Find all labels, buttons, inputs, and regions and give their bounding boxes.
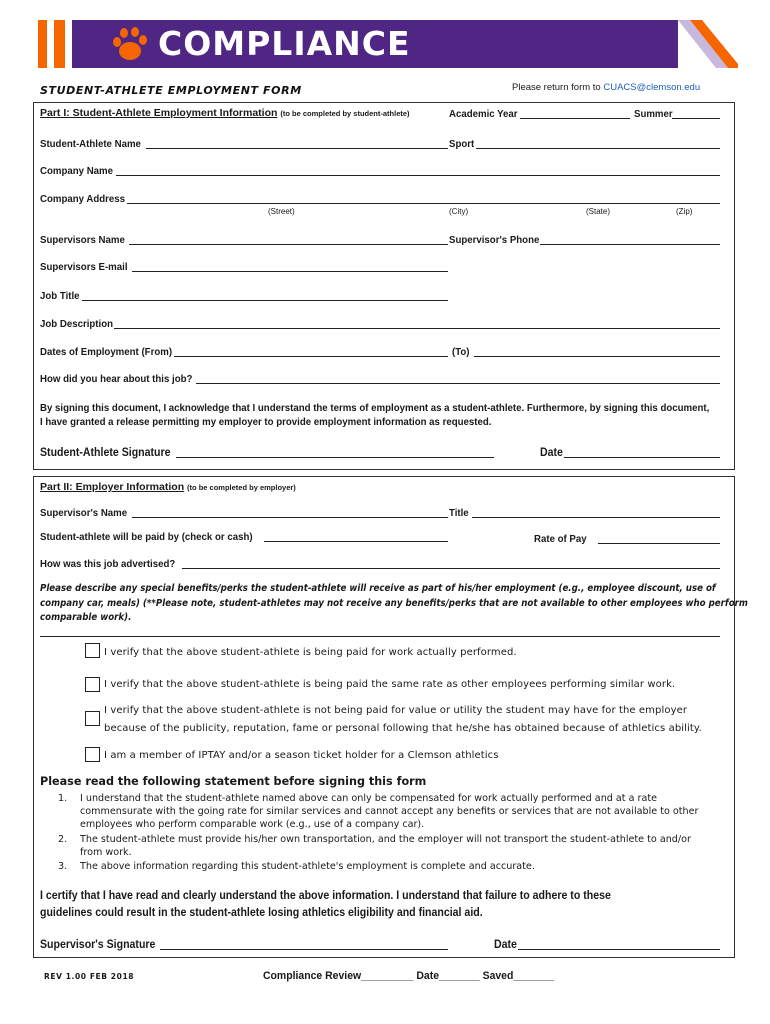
iptay-member-checkbox[interactable]	[85, 747, 100, 762]
statement-1-line-1: I understand that the student-athlete named above can only be compensated for work actually performed and at a rate	[80, 793, 658, 804]
verify-same-rate-text: I verify that the above student-athlete is being paid the same rate as other employees performing similar work.	[104, 679, 676, 690]
sport-field[interactable]	[476, 148, 720, 149]
part1-section	[33, 102, 735, 470]
verify-same-rate-checkbox[interactable]	[85, 677, 100, 692]
student-date-label: Date	[540, 447, 563, 459]
verify-work-performed-text: I verify that the above student-athlete is being paid for work actually performed.	[104, 647, 517, 658]
how-advertised-label: How was this job advertised?	[40, 558, 176, 570]
statement-1-line-3: employees who perform comparable work (e.g., use of a company car).	[80, 819, 425, 830]
header-title: COMPLIANCE	[158, 24, 411, 63]
part1-heading-note: (to be completed by student-athlete)	[280, 109, 410, 118]
return-email-link[interactable]: CUACS@clemson.edu	[603, 82, 701, 93]
return-instruction	[512, 82, 700, 93]
how-hear-label: How did you hear about this job?	[40, 373, 193, 385]
how-advertised-field[interactable]	[182, 568, 720, 569]
supervisor-signature-field[interactable]	[160, 949, 448, 950]
certify-line-1: I certify that I have read and clearly understand the above information. I understand that failure to adhere to these	[40, 890, 611, 902]
statement-2-line-2: from work.	[80, 847, 132, 858]
summer-field[interactable]	[672, 118, 720, 119]
how-hear-field[interactable]	[196, 383, 720, 384]
certify-line-2: guidelines could result in the student-athlete losing athletics eligibility and financial aid.	[40, 907, 483, 919]
student-signature-field[interactable]	[176, 457, 494, 458]
employer-title-field[interactable]	[472, 517, 720, 518]
dates-from-label: Dates of Employment (From)	[40, 346, 173, 358]
return-prefix: Please return form to	[512, 82, 604, 93]
student-signature-label: Student-Athlete Signature	[40, 447, 171, 459]
part2-heading-text: Part II: Employer Information	[40, 481, 185, 493]
city-caption: (City)	[449, 207, 469, 216]
academic-year-label: Academic Year	[449, 108, 518, 120]
supervisors-phone-field[interactable]	[540, 244, 720, 245]
job-description-label: Job Description	[40, 318, 114, 330]
student-date-field[interactable]	[564, 457, 720, 458]
dates-from-field[interactable]	[174, 356, 448, 357]
acknowledge-line-2: I have granted a release permitting my employer to provide employment information as requested.	[40, 416, 492, 428]
statement-1-line-2: commensurate with the going rate for similar services and cannot accept any benefits or services that are not available to other	[80, 806, 699, 817]
job-title-label: Job Title	[40, 290, 80, 302]
company-address-label: Company Address	[40, 193, 125, 205]
student-athlete-name-label: Student-Athlete Name	[40, 138, 141, 150]
academic-year-field[interactable]	[520, 118, 630, 119]
summer-label: Summer	[634, 108, 673, 120]
verify-work-performed-checkbox[interactable]	[85, 643, 100, 658]
benefits-line-1: Please describe any special benefits/perks the student-athlete will receive as part of his/her employment (e.g., employee discount, use of	[40, 583, 716, 594]
part1-heading	[40, 107, 410, 119]
supervisors-name-label: Supervisors Name	[40, 234, 125, 246]
statement-3-number: 3.	[58, 861, 68, 872]
paid-by-label: Student-athlete will be paid by (check or cash)	[40, 531, 253, 543]
statement-3-line-1: The above information regarding this student-athlete's employment is complete and accurate.	[80, 861, 535, 872]
dates-to-field[interactable]	[474, 356, 720, 357]
paid-by-field[interactable]	[264, 541, 448, 542]
statement-2-line-1: The student-athlete must provide his/her own transportation, and the employer will not transport the student-athlete to and/or	[80, 834, 691, 845]
zip-caption: (Zip)	[676, 207, 693, 216]
rate-of-pay-label: Rate of Pay	[534, 533, 587, 545]
verify-not-paid-for-value-text-1: I verify that the above student-athlete is not being paid for value or utility the student may have for the employer	[104, 705, 688, 716]
benefits-line-3: comparable work).	[40, 612, 132, 623]
employer-title-label: Title	[449, 507, 469, 519]
state-caption: (State)	[586, 207, 611, 216]
supervisor-date-field[interactable]	[518, 949, 720, 950]
supervisors-name-field[interactable]	[129, 244, 448, 245]
dates-to-label: (To)	[452, 346, 470, 358]
supervisors-email-field[interactable]	[132, 271, 448, 272]
sport-label: Sport	[449, 138, 475, 150]
statement-2-number: 2.	[58, 834, 68, 845]
benefits-line-2: company car, meals) (**Please note, student-athletes may not receive any benefits/perks that are not available to other employees who perform	[40, 598, 748, 609]
supervisors-email-label: Supervisors E-mail	[40, 261, 128, 273]
verify-not-paid-for-value-checkbox[interactable]	[85, 711, 100, 726]
part1-heading-text: Part I: Student-Athlete Employment Information	[40, 107, 278, 119]
statement-1-number: 1.	[58, 793, 68, 804]
job-title-field[interactable]	[82, 300, 448, 301]
benefits-field[interactable]	[40, 636, 720, 637]
supervisor-date-label: Date	[494, 939, 517, 951]
part2-heading	[40, 481, 296, 493]
part2-heading-note: (to be completed by employer)	[187, 483, 296, 492]
employer-supervisor-name-label: Supervisor's Name	[40, 507, 128, 519]
company-name-label: Company Name	[40, 165, 114, 177]
company-address-field[interactable]	[127, 203, 720, 204]
rate-of-pay-field[interactable]	[598, 543, 720, 544]
tiger-paw-icon	[110, 24, 150, 64]
supervisors-phone-label: Supervisor's Phone	[449, 234, 540, 246]
employer-supervisor-name-field[interactable]	[132, 517, 448, 518]
form-title: STUDENT-ATHLETE EMPLOYMENT FORM	[40, 84, 302, 97]
compliance-review-line: Compliance Review_________ Date_______ Saved_______	[263, 970, 555, 982]
supervisor-signature-label: Supervisor's Signature	[40, 939, 156, 951]
acknowledge-line-1: By signing this document, I acknowledge that I understand the terms of employment as a student-athlete. Furthermore, by signing this document,	[40, 402, 710, 414]
iptay-member-text: I am a member of IPTAY and/or a season ticket holder for a Clemson athletics	[104, 750, 499, 761]
read-statement-heading: Please read the following statement before signing this form	[40, 775, 427, 788]
student-athlete-name-field[interactable]	[146, 148, 448, 149]
revision-label: REV 1.00 FEB 2018	[44, 972, 135, 981]
street-caption: (Street)	[268, 207, 295, 216]
company-name-field[interactable]	[116, 175, 720, 176]
job-description-field[interactable]	[114, 328, 720, 329]
verify-not-paid-for-value-text-2: because of the publicity, reputation, fame or personal following that he/she has obtained because of athletics ability.	[104, 723, 702, 734]
